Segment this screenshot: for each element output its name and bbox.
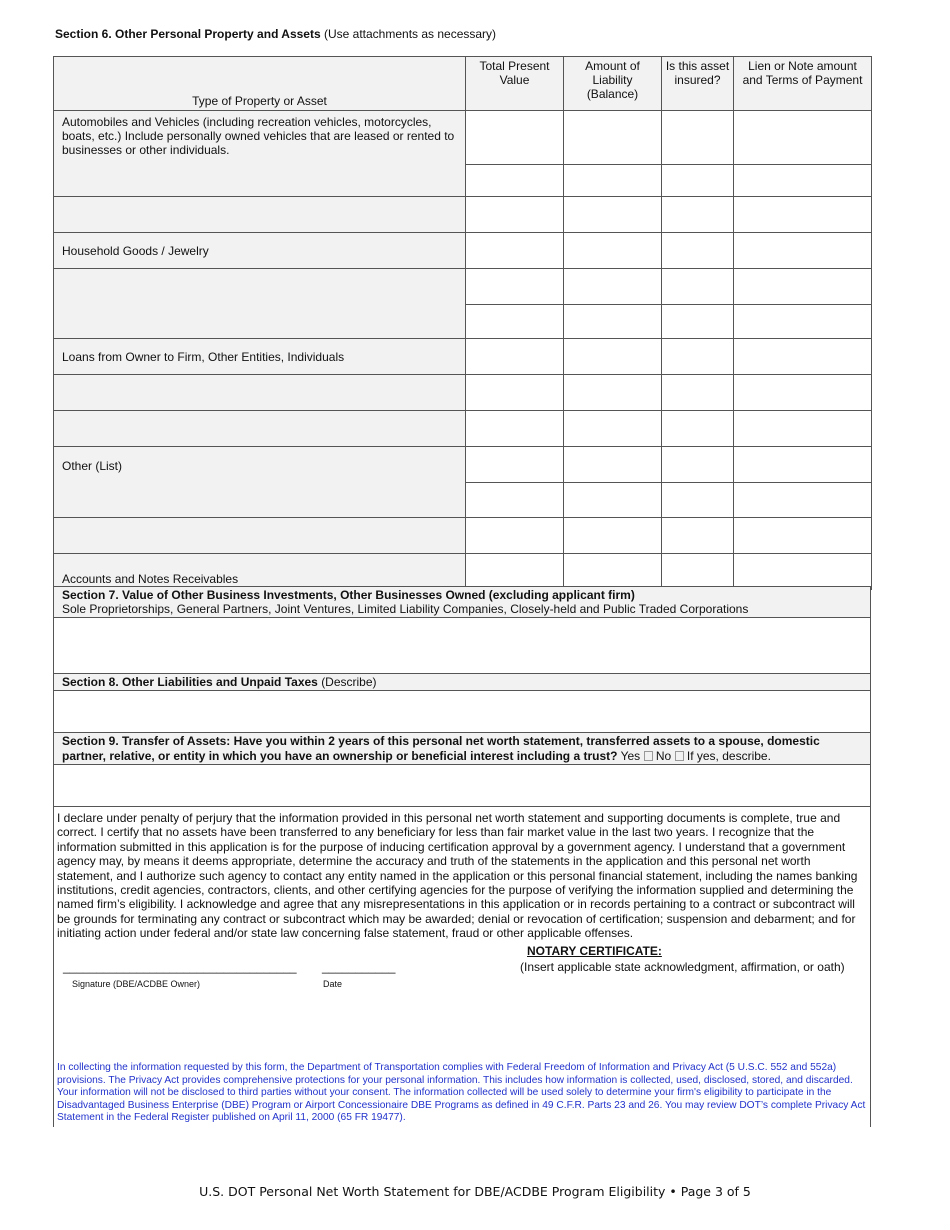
col-header-lien: Lien or Note amount and Terms of Payment [734, 57, 872, 111]
lien-cell[interactable] [734, 483, 872, 518]
liability-cell[interactable] [564, 554, 662, 590]
insured-cell[interactable] [662, 197, 734, 233]
value-cell[interactable] [466, 518, 564, 554]
liability-cell[interactable] [564, 233, 662, 269]
assets-table [53, 56, 872, 590]
liability-cell[interactable] [564, 518, 662, 554]
section8 [53, 674, 871, 733]
page-footer: U.S. DOT Personal Net Worth Statement for DBE/ACDBE Program Eligibility • Page 3 of 5 [199, 1184, 751, 1199]
col-header-liability: Amount of Liability (Balance) [564, 57, 662, 111]
lien-cell[interactable] [734, 518, 872, 554]
row-label-blank[interactable] [54, 375, 466, 411]
section9-yes-checkbox[interactable] [644, 751, 653, 761]
row-label-blank[interactable] [54, 411, 466, 447]
liability-cell[interactable] [564, 483, 662, 518]
signature-label: Signature (DBE/ACDBE Owner) [72, 979, 201, 989]
privacy-statement: In collecting the information requested by this form, the Department of Transportation complies with Federal Freedom of Information and Privacy Act (5 U.S.C. 552 and 552a) provisions. The Privacy Act provides comprehensive protections for your personal information. This includes how information is collected, used, disclosed, stored, and discarded. Your information will not be disclosed to third parties without your consent. The information collected will be used solely to determine your firm's eligibility to participate in the Disadvantaged Business Enterprise (DBE) Program or Airport Concessionaire DBE Programs as defined in 49 C.F.R. Parts 23 and 26. You may review DOT’s complete Privacy Act Statement in the Federal Register published on April 11, 2000 (65 FR 19477). [57, 1062, 866, 1123]
section9 [53, 733, 871, 807]
declaration-text: I declare under penalty of perjury that the information provided in this personal net worth statement and supporting documents is complete, true and correct. I certify that no assets have been transferred to any beneficiary for less than fair market value in the last two years. I recognize that the information submitted in this application is for the purpose of inducing certification approval by a government agency. I understand that a government agency may, by means it deems appropriate, determine the accuracy and truth of the statements in the application and this personal net worth statement, and I authorize such agency to contact any entity named in the application or this personal financial statement, including the names banking institutions, credit agencies, contractors, clients, and other certifying agencies for the purpose of verifying the information supplied and determining the named firm’s eligibility. I acknowledge and agree that any misrepresentations in this application or in records pertaining to a contract or subcontract will be grounds for terminating any contract or subcontract which may be awarded; denial or revocation of certification; suspension and debarment; and for initiating action under federal and/or state law concerning false statement, fraud or other applicable offenses. [57, 811, 858, 941]
lien-cell[interactable] [734, 165, 872, 197]
row-label-blank[interactable] [54, 518, 466, 554]
section9-yes-label: Yes [620, 748, 641, 763]
insured-cell[interactable] [662, 269, 734, 305]
insured-cell[interactable] [662, 305, 734, 339]
table-row [54, 411, 872, 447]
lien-cell[interactable] [734, 269, 872, 305]
liability-cell[interactable] [564, 411, 662, 447]
insured-cell[interactable] [662, 447, 734, 483]
section8-input[interactable] [54, 691, 870, 733]
value-cell[interactable] [466, 554, 564, 590]
section9-input[interactable] [54, 765, 870, 807]
row-label-vehicles: Automobiles and Vehicles (including recreation vehicles, motorcycles, boats, etc.) Include personally owned vehicles that are leased or rented to businesses or other individuals. [54, 111, 466, 197]
table-row [54, 269, 872, 305]
row-label-receivables: Accounts and Notes Receivables [54, 554, 466, 590]
value-cell[interactable] [466, 305, 564, 339]
table-header-row [54, 57, 872, 111]
insured-cell[interactable] [662, 518, 734, 554]
insured-cell[interactable] [662, 554, 734, 590]
section6-note: (Use attachments as necessary) [323, 27, 497, 41]
section7-header [54, 587, 870, 618]
col-header-type: Type of Property or Asset [54, 57, 466, 111]
table-row [54, 339, 872, 375]
liability-cell[interactable] [564, 197, 662, 233]
liability-cell[interactable] [564, 305, 662, 339]
notary-title: NOTARY CERTIFICATE: [527, 944, 662, 958]
section9-title: Section 9. Transfer of Assets: Have you within 2 years of this personal net worth statement, transferred assets to a spouse, domestic partner, relative, or entity in which you have an ownership or beneficial interest including a trust? [62, 734, 820, 763]
liability-cell[interactable] [564, 375, 662, 411]
lien-cell[interactable] [734, 305, 872, 339]
value-cell[interactable] [466, 411, 564, 447]
section7 [53, 586, 871, 674]
section7-input[interactable] [54, 618, 870, 675]
lien-cell[interactable] [734, 339, 872, 375]
date-label: Date [323, 979, 343, 989]
section6-title: Section 6. Other Personal Property and Assets [55, 27, 321, 41]
section7-subtitle: Sole Proprietorships, General Partners, Joint Ventures, Limited Liability Companies, Closely-held and Public Traded Corporations [62, 602, 749, 616]
liability-cell[interactable] [564, 165, 662, 197]
section8-note: (Describe) [321, 675, 377, 689]
value-cell[interactable] [466, 269, 564, 305]
section9-describe: If yes, describe. [686, 748, 771, 763]
liability-cell[interactable] [564, 339, 662, 375]
section9-header [54, 733, 870, 765]
section7-title: Section 7. Value of Other Business Investments, Other Businesses Owned (excluding applicant firm) [62, 588, 635, 602]
declaration-block [53, 807, 871, 1127]
table-row [54, 233, 872, 269]
signature-line[interactable]: ___________________________________ [63, 960, 297, 974]
value-cell[interactable] [466, 375, 564, 411]
row-label-loans: Loans from Owner to Firm, Other Entities, Individuals [54, 339, 466, 375]
date-line[interactable]: ___________ [322, 960, 396, 974]
table-row [54, 111, 872, 165]
col-header-insured: Is this asset insured? [662, 57, 734, 111]
liability-cell[interactable] [564, 111, 662, 165]
row-label-blank[interactable] [54, 197, 466, 233]
col-header-value: Total Present Value [466, 57, 564, 111]
notary-note: (Insert applicable state acknowledgment, affirmation, or oath) [520, 960, 845, 974]
table-row [54, 375, 872, 411]
value-cell[interactable] [466, 165, 564, 197]
insured-cell[interactable] [662, 111, 734, 165]
row-label-blank[interactable] [54, 269, 466, 339]
lien-cell[interactable] [734, 233, 872, 269]
row-label-household: Household Goods / Jewelry [54, 233, 466, 269]
value-cell[interactable] [466, 339, 564, 375]
section8-header [54, 674, 870, 691]
liability-cell[interactable] [564, 269, 662, 305]
liability-cell[interactable] [564, 447, 662, 483]
insured-cell[interactable] [662, 165, 734, 197]
insured-cell[interactable] [662, 411, 734, 447]
table-row [54, 554, 872, 590]
section9-no-label: No [655, 748, 672, 763]
section6-heading [55, 27, 496, 41]
lien-cell[interactable] [734, 447, 872, 483]
value-cell[interactable] [466, 233, 564, 269]
insured-cell[interactable] [662, 339, 734, 375]
table-row [54, 197, 872, 233]
insured-cell[interactable] [662, 375, 734, 411]
lien-cell[interactable] [734, 375, 872, 411]
table-row [54, 518, 872, 554]
lien-cell[interactable] [734, 111, 872, 165]
value-cell[interactable] [466, 197, 564, 233]
lien-cell[interactable] [734, 554, 872, 590]
section9-no-checkbox[interactable] [675, 751, 684, 761]
value-cell[interactable] [466, 111, 564, 165]
lien-cell[interactable] [734, 411, 872, 447]
value-cell[interactable] [466, 483, 564, 518]
lien-cell[interactable] [734, 197, 872, 233]
section8-title: Section 8. Other Liabilities and Unpaid Taxes [62, 675, 318, 689]
table-row [54, 447, 872, 483]
value-cell[interactable] [466, 447, 564, 483]
insured-cell[interactable] [662, 483, 734, 518]
insured-cell[interactable] [662, 233, 734, 269]
row-label-other: Other (List) [54, 447, 466, 518]
